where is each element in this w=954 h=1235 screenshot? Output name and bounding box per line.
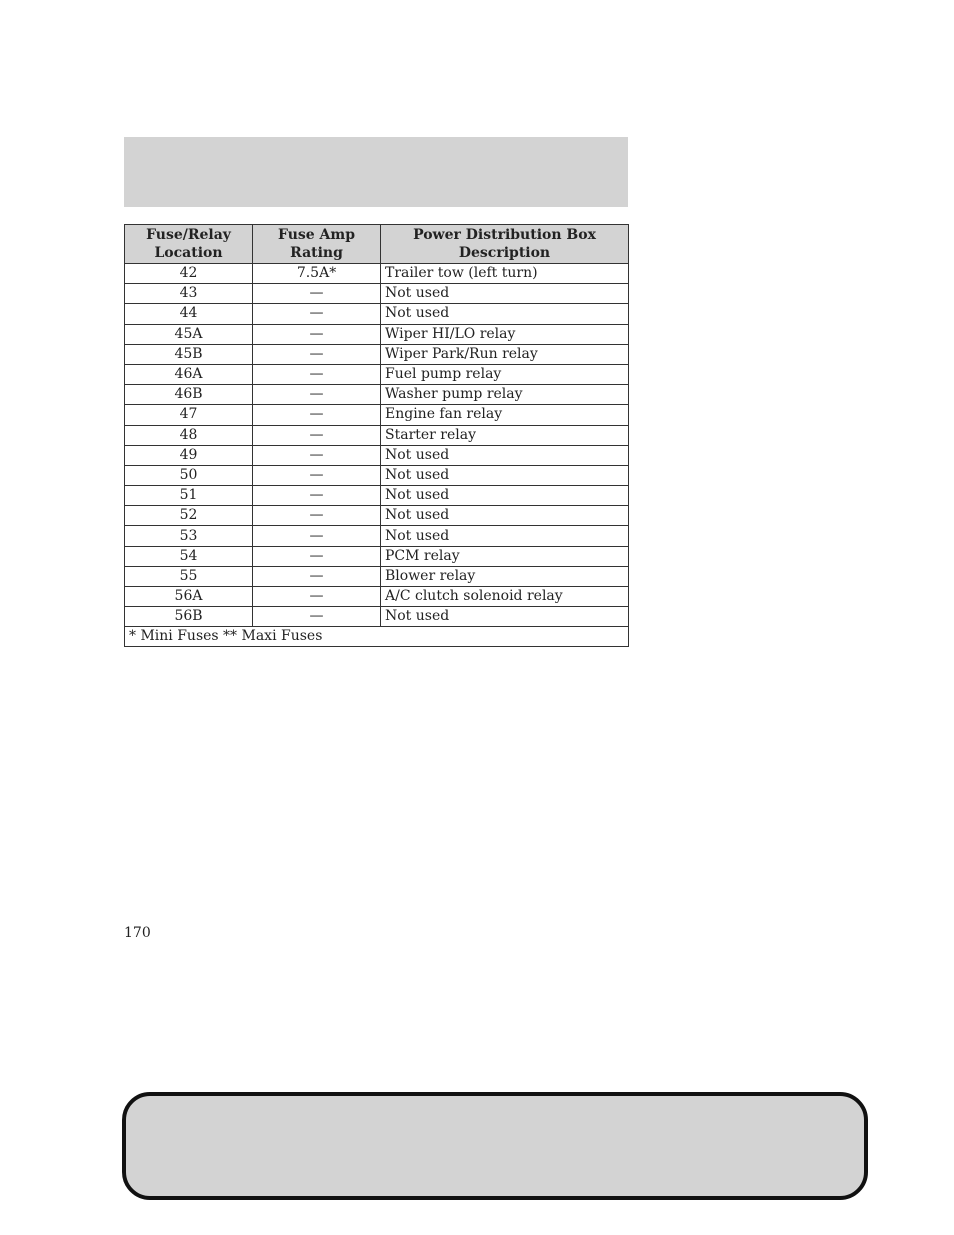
cell-location: 45B (125, 344, 253, 364)
cell-amp-rating: — (253, 587, 381, 607)
cell-location: 56A (125, 587, 253, 607)
cell-location: 46A (125, 364, 253, 384)
header-amp-rating (253, 225, 381, 264)
cell-amp-rating: — (253, 566, 381, 586)
cell-amp-rating: — (253, 425, 381, 445)
cell-description: Not used (381, 465, 629, 485)
cell-description: Washer pump relay (381, 385, 629, 405)
header-description-line2: Description (458, 245, 551, 261)
cell-amp-rating: — (253, 607, 381, 627)
cell-amp-rating: — (253, 486, 381, 506)
table-row (125, 264, 629, 284)
cell-description: PCM relay (381, 546, 629, 566)
table-row (125, 546, 629, 566)
cell-description: Not used (381, 486, 629, 506)
cell-location: 42 (125, 264, 253, 284)
header-amp-line2: Rating (290, 245, 343, 261)
table-row (125, 486, 629, 506)
table-row (125, 445, 629, 465)
cell-location: 48 (125, 425, 253, 445)
table-header-row (125, 225, 629, 264)
table-row (125, 284, 629, 304)
cell-description: Starter relay (381, 425, 629, 445)
cell-amp-rating: — (253, 385, 381, 405)
table-row (125, 304, 629, 324)
table-row (125, 324, 629, 344)
cell-amp-rating: — (253, 506, 381, 526)
cell-location: 52 (125, 506, 253, 526)
table-row (125, 425, 629, 445)
cell-location: 54 (125, 546, 253, 566)
cell-description: Blower relay (381, 566, 629, 586)
cell-location: 47 (125, 405, 253, 425)
header-location-line2: Location (154, 245, 223, 261)
table-row (125, 566, 629, 586)
cell-location: 46B (125, 385, 253, 405)
table-row (125, 364, 629, 384)
table-row (125, 465, 629, 485)
cell-amp-rating: — (253, 344, 381, 364)
cell-location: 50 (125, 465, 253, 485)
header-amp-line1: Fuse Amp (278, 227, 355, 243)
cell-description: Engine fan relay (381, 405, 629, 425)
table-row (125, 344, 629, 364)
cell-location: 49 (125, 445, 253, 465)
table-row (125, 607, 629, 627)
cell-description: Wiper Park/Run relay (381, 344, 629, 364)
cell-location: 51 (125, 486, 253, 506)
cell-description: Not used (381, 506, 629, 526)
header-description (381, 225, 629, 264)
table-row (125, 385, 629, 405)
cell-description: Not used (381, 284, 629, 304)
cell-location: 44 (125, 304, 253, 324)
cell-description: A/C clutch solenoid relay (381, 587, 629, 607)
table-footnote-row (125, 627, 629, 647)
cell-description: Wiper HI/LO relay (381, 324, 629, 344)
cell-amp-rating: 7.5A* (253, 264, 381, 284)
cell-amp-rating: — (253, 324, 381, 344)
bottom-rounded-box (122, 1092, 868, 1200)
cell-description: Not used (381, 607, 629, 627)
cell-amp-rating: — (253, 304, 381, 324)
table-row (125, 506, 629, 526)
cell-amp-rating: — (253, 284, 381, 304)
cell-amp-rating: — (253, 364, 381, 384)
cell-description: Not used (381, 304, 629, 324)
table-row (125, 526, 629, 546)
header-band (124, 137, 628, 207)
cell-description: Trailer tow (left turn) (381, 264, 629, 284)
table-row (125, 405, 629, 425)
cell-description: Not used (381, 445, 629, 465)
header-location (125, 225, 253, 264)
cell-location: 43 (125, 284, 253, 304)
cell-amp-rating: — (253, 445, 381, 465)
table-row (125, 587, 629, 607)
cell-location: 55 (125, 566, 253, 586)
cell-amp-rating: — (253, 405, 381, 425)
cell-location: 53 (125, 526, 253, 546)
cell-description: Not used (381, 526, 629, 546)
table-footnote: * Mini Fuses ** Maxi Fuses (125, 627, 629, 647)
cell-description: Fuel pump relay (381, 364, 629, 384)
cell-amp-rating: — (253, 526, 381, 546)
page-number: 170 (124, 925, 151, 941)
header-description-line1: Power Distribution Box (413, 227, 596, 243)
cell-location: 56B (125, 607, 253, 627)
fuse-table (124, 224, 629, 647)
cell-amp-rating: — (253, 546, 381, 566)
header-location-line1: Fuse/Relay (146, 227, 231, 243)
cell-amp-rating: — (253, 465, 381, 485)
cell-location: 45A (125, 324, 253, 344)
